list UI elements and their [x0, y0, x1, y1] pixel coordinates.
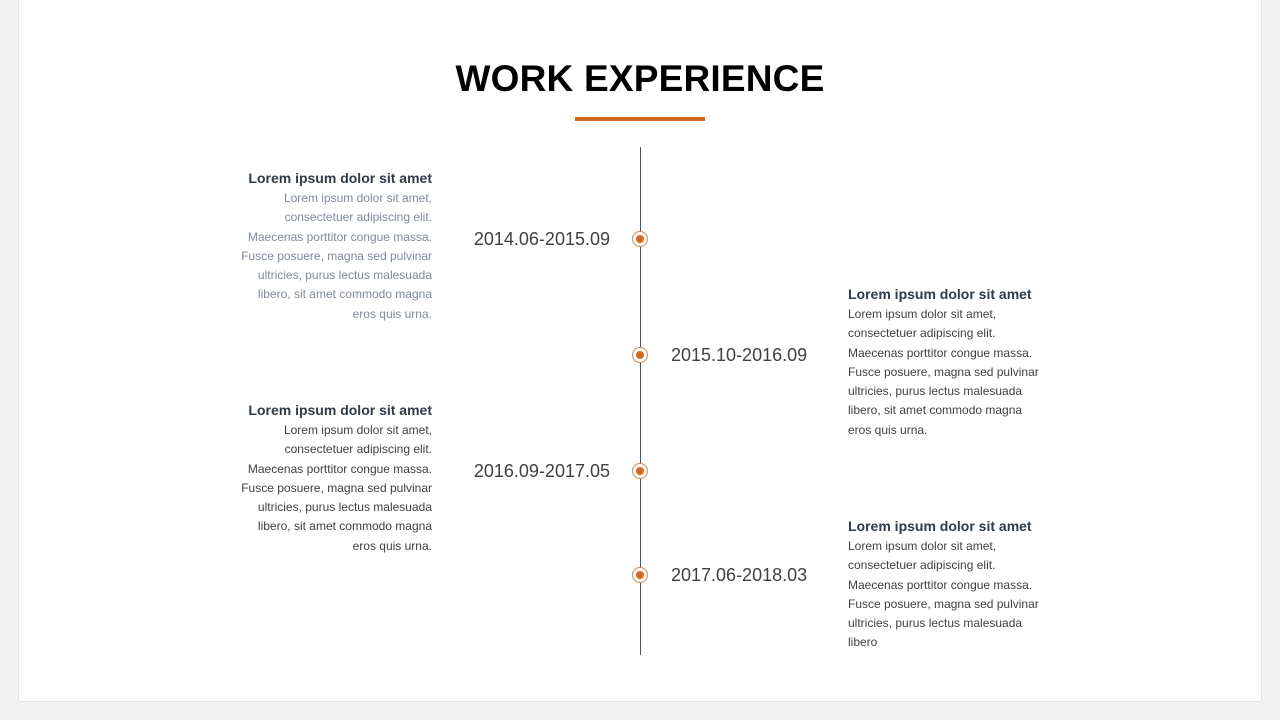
entry-body-line: eros quis urna. — [352, 306, 432, 321]
timeline-date: 2015.10-2016.09 — [671, 345, 808, 365]
title-underline — [575, 117, 705, 121]
entry-body-line: consectetuer adipiscing elit. — [284, 442, 432, 457]
entry-body-line: libero — [848, 635, 878, 650]
entry-body-line: libero, sit amet commodo magna — [257, 287, 432, 302]
experience-entry — [222, 169, 432, 324]
entry-body — [222, 421, 432, 556]
entry-heading: Lorem ipsum dolor sit amet — [248, 170, 432, 186]
entry-body-line: consectetuer adipiscing elit. — [848, 326, 996, 341]
timeline-date: 2014.06-2015.09 — [473, 229, 610, 249]
experience-entry — [848, 517, 1058, 653]
entry-body-line: eros quis urna. — [848, 422, 928, 437]
entry-body-line: Maecenas porttitor congue massa. — [247, 229, 432, 244]
entry-body-line: ultricies, purus lectus malesuada — [848, 384, 1023, 399]
timeline-node-icon — [632, 463, 648, 479]
page-title: WORK EXPERIENCE — [455, 58, 825, 99]
entry-body-line: Fusce posuere, magna sed pulvinar — [241, 480, 432, 495]
entry-body-line: Lorem ipsum dolor sit amet, — [848, 307, 997, 321]
entry-body-line: ultricies, purus lectus malesuada — [257, 500, 432, 515]
entry-body-line: eros quis urna. — [352, 538, 432, 553]
entry-body — [848, 305, 1058, 440]
entry-body-line: Fusce posuere, magna sed pulvinar — [241, 248, 432, 263]
entry-body-line: Maecenas porttitor congue massa. — [848, 577, 1033, 592]
entry-body-line: Fusce posuere, magna sed pulvinar — [848, 596, 1039, 611]
timeline-node-icon — [632, 567, 648, 583]
entry-body-line: Fusce posuere, magna sed pulvinar — [848, 364, 1039, 379]
entry-body-line: libero, sit amet commodo magna — [257, 519, 432, 534]
entry-heading: Lorem ipsum dolor sit amet — [848, 286, 1032, 302]
entry-body-line: consectetuer adipiscing elit. — [284, 210, 432, 225]
entry-body-line: Lorem ipsum dolor sit amet, — [283, 423, 432, 437]
entry-body-line: Lorem ipsum dolor sit amet, — [848, 539, 997, 553]
entry-body-line: ultricies, purus lectus malesuada — [848, 616, 1023, 631]
timeline-node-icon — [632, 231, 648, 247]
entry-body-line: Maecenas porttitor congue massa. — [247, 461, 432, 476]
entry-heading: Lorem ipsum dolor sit amet — [248, 402, 432, 418]
entry-body — [222, 189, 432, 324]
entry-heading: Lorem ipsum dolor sit amet — [848, 518, 1032, 534]
entry-body-line: Maecenas porttitor congue massa. — [848, 345, 1033, 360]
timeline-node-icon — [632, 347, 648, 363]
experience-entry — [848, 285, 1058, 440]
entry-body — [848, 537, 1058, 653]
entry-body-line: Lorem ipsum dolor sit amet, — [283, 191, 432, 205]
entry-body-line: ultricies, purus lectus malesuada — [257, 268, 432, 283]
timeline-date: 2017.06-2018.03 — [671, 565, 808, 585]
experience-entry — [222, 401, 432, 556]
entry-body-line: consectetuer adipiscing elit. — [848, 558, 996, 573]
entry-body-line: libero, sit amet commodo magna — [848, 403, 1023, 418]
timeline-date: 2016.09-2017.05 — [473, 461, 610, 481]
